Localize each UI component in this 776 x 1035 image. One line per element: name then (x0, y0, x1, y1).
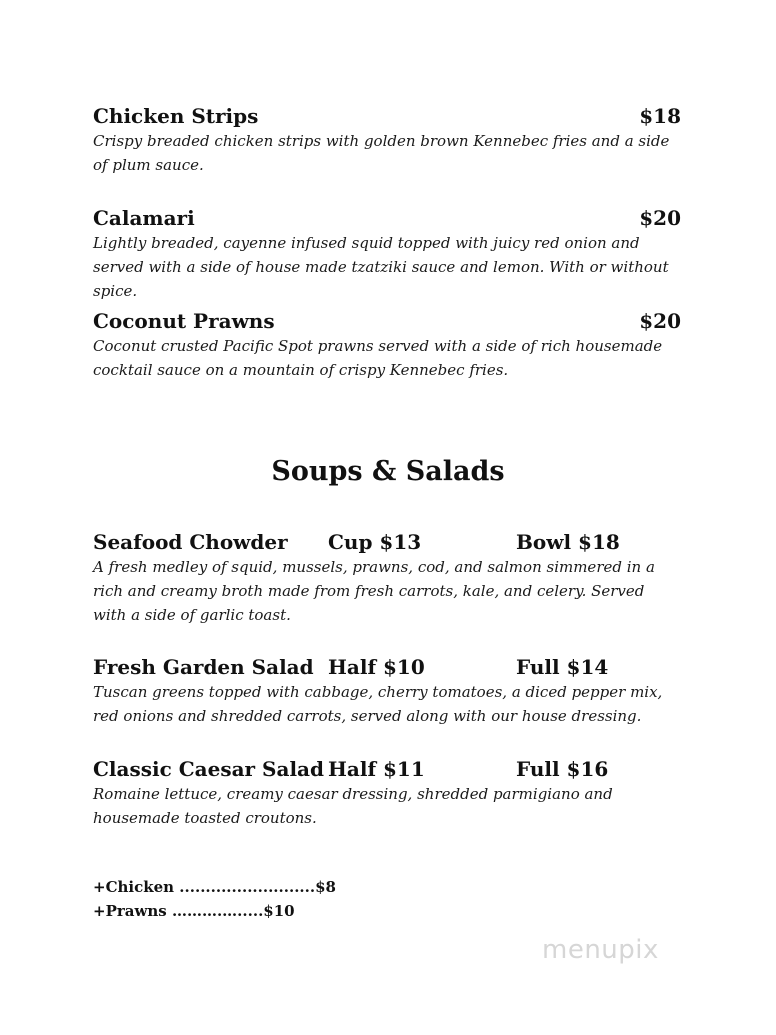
item-price: $20 (639, 206, 681, 230)
section-title: Soups & Salads (271, 456, 505, 487)
item-size-price: Half $11 (328, 757, 425, 781)
item-name: Coconut Prawns (93, 309, 275, 333)
item-description: Lightly breaded, cayenne infused squid topped with juicy red onion and served with a side of house made tzatziki sauce and lemon. With or without spice. (93, 234, 669, 300)
addons-list (93, 875, 336, 923)
item-name: Classic Caesar Salad (93, 757, 324, 781)
menu-item-calamari (93, 205, 681, 303)
item-description: A fresh medley of squid, mussels, prawns, cod, and salmon simmered in a rich and creamy broth made from fresh carrots, kale, and celery. Served with a side of garlic toast. (93, 558, 655, 624)
item-size-price: Half $10 (328, 655, 425, 679)
menu-item-classic-caesar-salad (93, 756, 681, 830)
item-price: $18 (639, 104, 681, 128)
item-size-price: Full $16 (516, 757, 609, 781)
item-name: Chicken Strips (93, 104, 259, 128)
item-price: $20 (639, 309, 681, 333)
item-description: Romaine lettuce, creamy caesar dressing, shredded parmigiano and housemade toasted croutons. (93, 785, 613, 827)
item-size-price: Bowl $18 (516, 530, 620, 554)
menu-item-coconut-prawns (93, 308, 681, 382)
item-size-price: Cup $13 (328, 530, 422, 554)
item-description: Crispy breaded chicken strips with golden brown Kennebec fries and a side of plum sauce. (93, 132, 670, 174)
menu-item-seafood-chowder (93, 529, 681, 627)
item-description: Coconut crusted Pacific Spot prawns served with a side of rich housemade cocktail sauce on a mountain of crispy Kennebec fries. (93, 337, 663, 379)
menu-item-fresh-garden-salad (93, 654, 681, 728)
item-name: Fresh Garden Salad (93, 655, 314, 679)
addon-prawns: +Prawns ……….….....$10 (93, 902, 295, 920)
menu-item-chicken-strips (93, 103, 681, 177)
item-size-price: Full $14 (516, 655, 609, 679)
item-name: Seafood Chowder (93, 530, 288, 554)
addon-chicken: +Chicken ..........................$8 (93, 878, 336, 896)
item-description: Tuscan greens topped with cabbage, cherry tomatoes, a diced pepper mix, red onions and shredded carrots, served along with our house dressing. (93, 683, 663, 725)
menupix-watermark: menupix (542, 935, 659, 965)
item-name: Calamari (93, 206, 195, 230)
